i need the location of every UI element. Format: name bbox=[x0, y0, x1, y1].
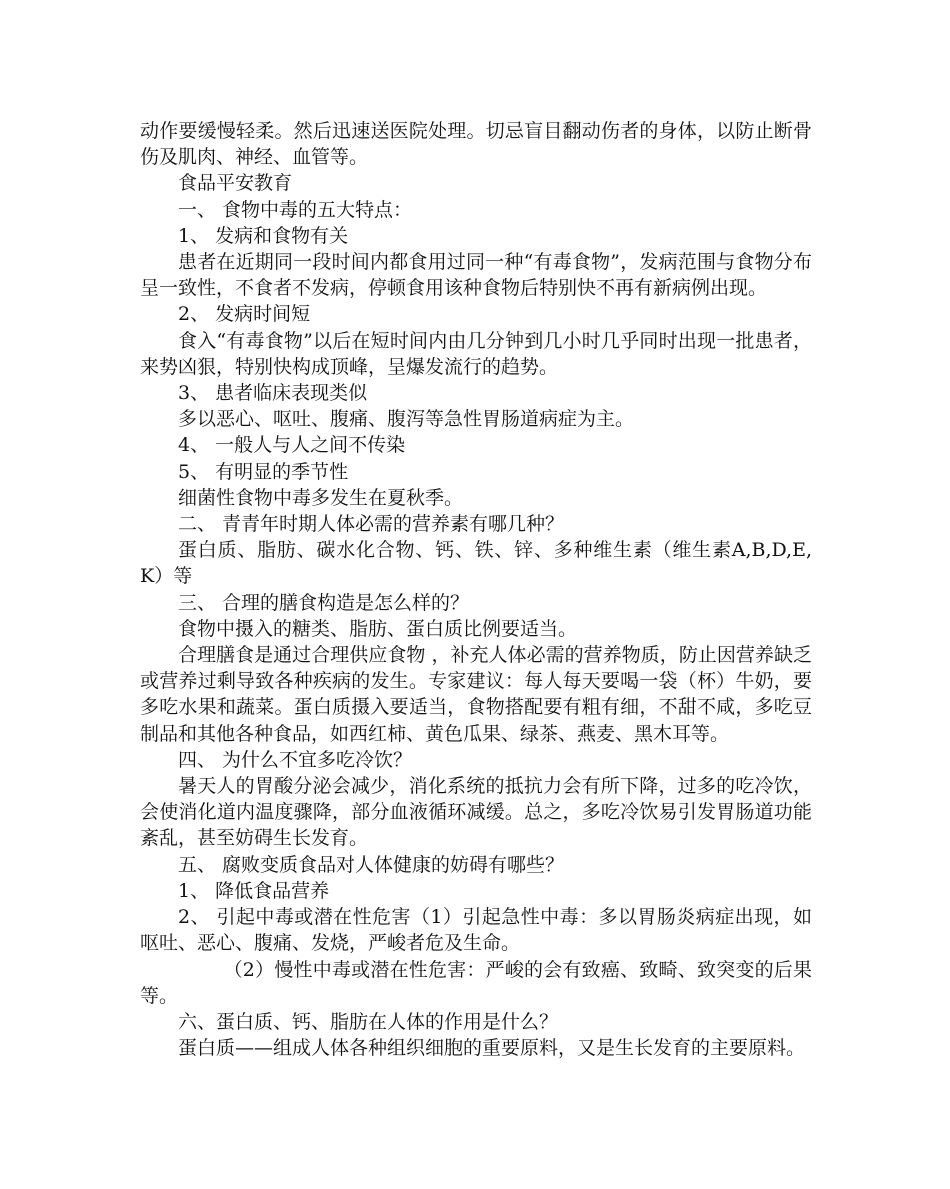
paragraph-2: 食入“有毒食物”以后在短时间内由几分钟到几小时几乎同时出现一批患者，来势凶狠，特别快构成顶峰，呈爆发流行的趋势。 bbox=[140, 329, 812, 378]
paragraph-first-aid-continuation: 动作要缓慢轻柔。然后迅速送医院处理。切忌盲目翻动伤者的身体，以防止断骨伤及肌肉、神经、血管等。 bbox=[140, 120, 812, 169]
paragraph-cold-drinks: 暑天人的胃酸分泌会减少，消化系统的抵抗力会有所下降，过多的吃冷饮，会使消化道内温度骤降，部分血液循环减缓。总之，多吃冷饮易引发胃肠道功能紊乱，甚至妨碍生长发育。 bbox=[140, 775, 812, 850]
heading-spoiled-food: 五、 腐败变质食品对人体健康的妨碍有哪些？ bbox=[178, 853, 565, 876]
paragraph-diet-ratio: 食物中摄入的糖类、脂肪、蛋白质比例要适当。 bbox=[178, 617, 578, 640]
paragraph-spoiled-2-chronic: （2）慢性中毒或潜在性危害：严峻的会有致癌、致畸、致突变的后果等。 bbox=[140, 958, 812, 1007]
paragraph-3: 多以恶心、呕吐、腹痛、腹泻等急性胃肠道病症为主。 bbox=[178, 408, 635, 431]
heading-poisoning-features: 一、 食物中毒的五大特点： bbox=[178, 198, 413, 221]
heading-diet-structure: 三、 合理的膳食构造是怎么样的？ bbox=[178, 591, 470, 614]
paragraph-nutrients: 蛋白质、脂肪、碳水化合物、钙、铁、锌、多种维生素（维生素A,B,D,E,K）等 bbox=[140, 539, 812, 588]
paragraph-5: 细菌性食物中毒多发生在夏秋季。 bbox=[178, 486, 464, 509]
paragraph-protein: 蛋白质——组成人体各种组织细胞的重要原料，又是生长发育的主要原料。 bbox=[178, 1037, 806, 1060]
heading-cold-drinks: 四、 为什么不宜多吃冷饮？ bbox=[178, 748, 413, 771]
heading-nutrients: 二、 青青年时期人体必需的营养素有哪几种？ bbox=[178, 513, 565, 536]
subheading-5: 5、 有明显的季节性 bbox=[178, 460, 349, 483]
paragraph-balanced-diet: 合理膳食是通过合理供应食物 ，补充人体必需的营养物质，防止因营养缺乏或营养过剩导致各种疾病的发生。专家建议：每人每天要喝一袋（杯）牛奶，要多吃水果和蔬菜。蛋白质摄入要适当，食物搭配要有粗有细，不甜不咸，多吃豆制品和其他各种食品，如西红柿、黄色瓜果、绿茶、燕麦、黑木耳等。 bbox=[140, 644, 812, 745]
document-body bbox=[140, 118, 812, 1061]
subheading-2: 2、 发病时间短 bbox=[178, 303, 311, 326]
subheading-4: 4、 一般人与人之间不传染 bbox=[178, 434, 406, 457]
subheading-spoiled-1: 1、 降低食品营养 bbox=[178, 879, 330, 902]
section-title-food-safety: 食品平安教育 bbox=[178, 172, 293, 195]
subheading-3: 3、 患者临床表现类似 bbox=[178, 382, 368, 405]
paragraph-1: 患者在近期同一段时间内都食用过同一种“有毒食物”，发病范围与食物分布呈一致性，不食者不发病，停顿食用该种食物后特别快不再有新病例出现。 bbox=[140, 251, 812, 300]
heading-protein-calcium-fat: 六、蛋白质、钙、脂肪在人体的作用是什么？ bbox=[178, 1010, 559, 1033]
paragraph-spoiled-2: 2、 引起中毒或潜在性危害（1）引起急性中毒：多以胃肠炎病症出现，如呕吐、恶心、腹痛、发烧，严峻者危及生命。 bbox=[140, 906, 812, 955]
subheading-1: 1、 发病和食物有关 bbox=[178, 224, 349, 247]
